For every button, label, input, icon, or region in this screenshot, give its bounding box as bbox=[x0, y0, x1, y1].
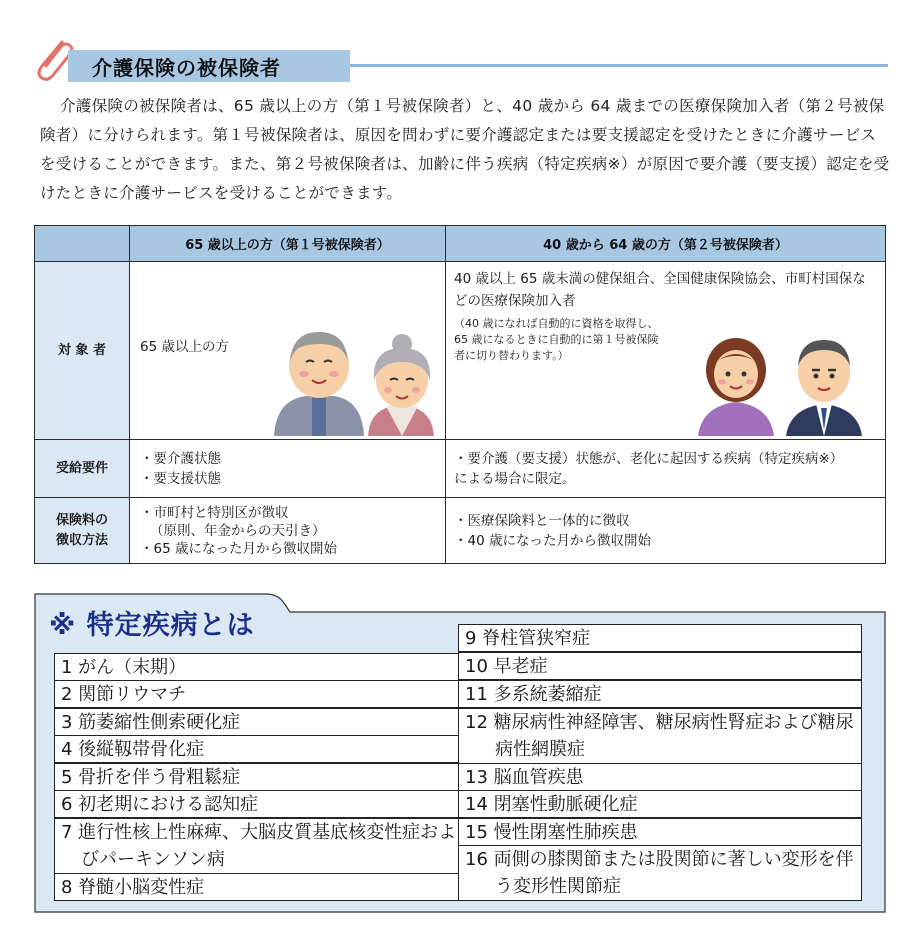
fee-col2-line: ・40 歳になった月から徴収開始 bbox=[454, 532, 651, 549]
row-label-fee bbox=[35, 498, 130, 564]
table-row bbox=[35, 498, 886, 564]
list-item: 1 がん（末期） bbox=[54, 653, 459, 681]
tokutei-box bbox=[34, 593, 886, 913]
target-col2-main: 40 歳以上 65 歳未満の健保組合、全国健康保険協会、市町村国保などの医療保険加入者 bbox=[454, 271, 866, 309]
target-col1-text: 65 歳以上の方 bbox=[140, 338, 229, 355]
list-item: 2 関節リウマチ bbox=[54, 680, 459, 708]
req-col1 bbox=[130, 440, 446, 498]
list-item: 9 脊柱管狭窄症 bbox=[458, 624, 862, 652]
row-label-target: 対 象 者 bbox=[35, 262, 130, 440]
list-item: 8 脊髄小脳変性症 bbox=[54, 873, 459, 901]
list-item: 12 糖尿病性神経障害、糖尿病性腎症および糖尿病性網膜症 bbox=[458, 708, 862, 764]
list-item: 15 慢性閉塞性肺疾患 bbox=[458, 818, 862, 846]
fee-col2 bbox=[446, 498, 886, 564]
fee-col1 bbox=[130, 498, 446, 564]
list-item: 3 筋萎縮性側索硬化症 bbox=[54, 708, 459, 736]
tokutei-title: ※ 特定疾病とは bbox=[49, 610, 255, 641]
fee-col1-line: （原則、年金からの天引き） bbox=[150, 522, 326, 539]
table-row bbox=[35, 440, 886, 498]
list-item: 4 後縦靱帯骨化症 bbox=[54, 735, 459, 763]
req-col2-line: による場合に限定。 bbox=[454, 470, 576, 487]
intro-paragraph: 介護保険の被保険者は、65 歳以上の方（第１号被保険者）と、40 歳から 64 歳までの医療保険加入者（第２号被保険者）に分けられます。第１号被保険者は、原因を問わずに要介護認定または要支援認定を受けたときに介護サービスを受けることができます。また、第２号被保険者は、加齢に伴う疾病（特定疾病※）が原因で要介護（要支援）認定を受けたときに介護サービスを受けることができます。 bbox=[40, 97, 890, 202]
list-item: 14 閉塞性動脈硬化症 bbox=[458, 790, 862, 818]
header-col2: 40 歳から 64 歳の方（第２号被保険者） bbox=[446, 226, 886, 262]
list-item: 10 早老症 bbox=[458, 652, 862, 680]
req-col2-line: ・要介護（要支援）状態が、老化に起因する疾病（特定疾病※） bbox=[454, 450, 844, 467]
middle-aged-couple-illustration bbox=[690, 326, 870, 436]
section-title-rule bbox=[350, 64, 888, 67]
target-col2-note: （40 歳になれば自動的に資格を取得し、65 歳になるときに自動的に第１号被保険者に切り替わります。） bbox=[454, 317, 659, 362]
req-col1-line: ・要支援状態 bbox=[140, 470, 221, 487]
row-label-requirement: 受給要件 bbox=[35, 440, 130, 498]
fee-col1-line: ・市町村と特別区が徴収 bbox=[140, 504, 289, 521]
section-title: 介護保険の被保険者 bbox=[92, 56, 281, 80]
header-col1: 65 歳以上の方（第１号被保険者） bbox=[130, 226, 446, 262]
list-item: 7 進行性核上性麻痺、大脳皮質基底核変性症およびパーキンソン病 bbox=[54, 818, 459, 874]
table-corner bbox=[35, 226, 130, 262]
row-label-fee-line: 保険料の bbox=[55, 512, 108, 528]
list-item: 13 脳血管疾患 bbox=[458, 763, 862, 791]
list-item: 6 初老期における認知症 bbox=[54, 790, 459, 818]
fee-col2-line: ・医療保険料と一体的に徴収 bbox=[454, 512, 630, 529]
fee-col1-line: ・65 歳になった月から徴収開始 bbox=[140, 540, 337, 557]
list-item: 5 骨折を伴う骨粗鬆症 bbox=[54, 763, 459, 791]
req-col1-line: ・要介護状態 bbox=[140, 450, 221, 467]
row-label-fee-line: 徴収方法 bbox=[55, 532, 108, 548]
req-col2 bbox=[446, 440, 886, 498]
list-item: 11 多系統萎縮症 bbox=[458, 680, 862, 708]
list-item: 16 両側の膝関節または股関節に著しい変形を伴う変形性関節症 bbox=[458, 845, 862, 901]
elderly-couple-illustration bbox=[268, 318, 436, 436]
